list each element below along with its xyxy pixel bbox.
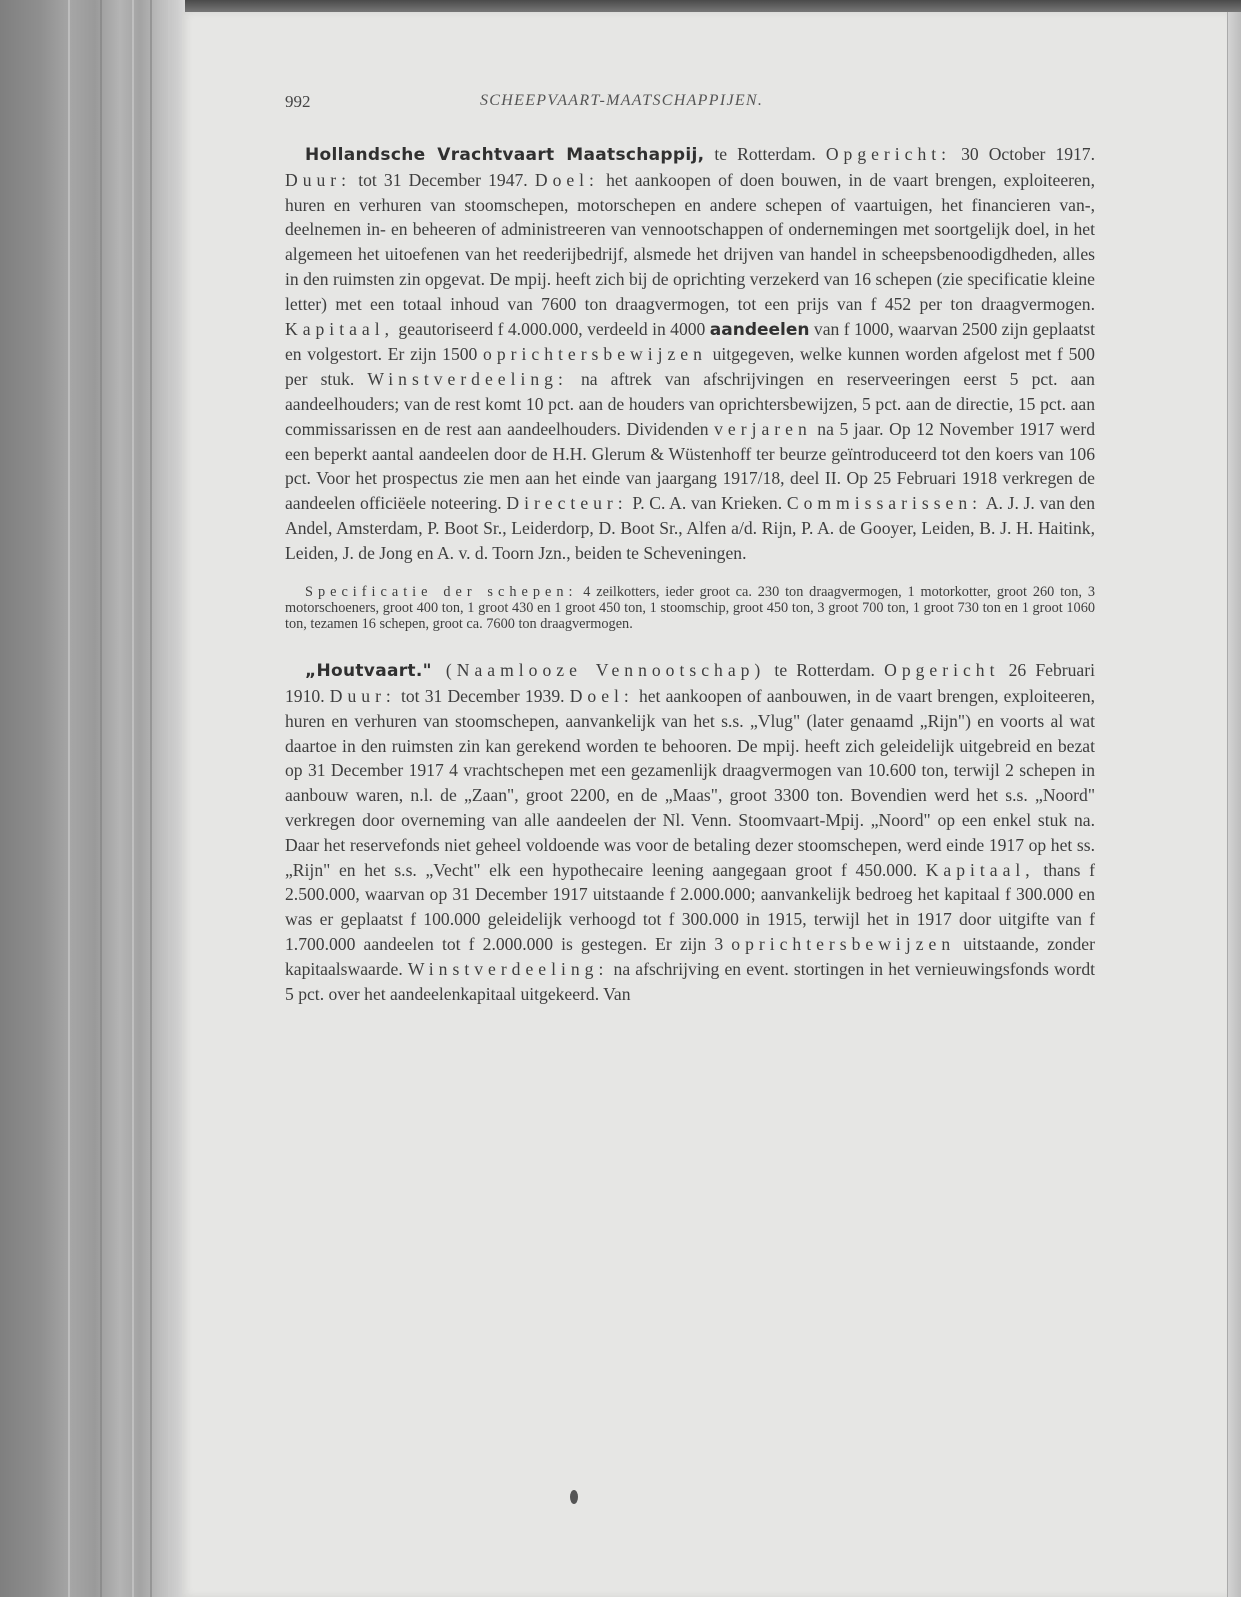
running-head (285, 92, 1095, 120)
field-label: Winstverdeeling: (367, 369, 568, 390)
field-label: Doel: (569, 685, 634, 706)
field-label: Winstverdeeling: (407, 958, 609, 979)
company-name: „Houtvaart." (305, 661, 432, 682)
page-number: 992 (285, 92, 311, 111)
field-label: verjaren (714, 418, 812, 439)
field-label: Doel: (534, 169, 599, 190)
bold-term: aandeelen (709, 319, 810, 340)
field-label: Directeur: (506, 493, 628, 514)
field-label: Duur: (285, 169, 352, 190)
field-label: oprichtersbewijzen (483, 344, 707, 365)
field-label: oprichtersbewijzen (731, 933, 956, 954)
book-page-edges (0, 0, 185, 1597)
company-name: Hollandsche Vrachtvaart Maatschappij, (305, 145, 705, 165)
field-label: Commissarissen: (786, 493, 983, 514)
page-content (285, 92, 1095, 1006)
field-label: Specificatie der schepen: (305, 583, 578, 600)
book-right-edge (1227, 12, 1241, 1597)
ship-specification: Specificatie der schepen: 4 zeilkotters, ieder groot ca. 230 ton draagvermogen, 1 motorkotter, groot 260 ton, 3 motorschoeners, groot 400 ton, 1 groot 430 en 1 groot 450 ton, 1 stoomschip, groot 450 ton, 3 groot 700 ton, 1 groot 730 ton en 1 groot 1060 ton, tezamen 16 schepen, groot ca. 7600 ton draagvermogen. (285, 583, 1095, 632)
ink-blot (570, 1490, 578, 1504)
company-form: (Naamlooze Vennootschap) (431, 660, 766, 681)
field-label: Kapitaal, (925, 859, 1035, 880)
field-label: Kapitaal, (285, 318, 394, 339)
field-label: Opgericht: (825, 144, 952, 164)
field-label: Duur: (329, 685, 396, 706)
entry-houtvaart: „Houtvaart." (Naamlooze Vennootschap) te Rotterdam. Opgericht 26 Februari 1910. Duur: tot 31 December 1939. Doel: het aankoopen of aanbouwen, in de vaart brengen, exploiteeren, huren en verhuren van stoomschepen, aanvankelijk van het s.s. „Vlug" (later genaamd „Rijn") en voorts al wat daartoe in den ruimsten zin kan gerekend worden te behooren. De mpij. heeft zich geleidelijk uitgebreid en bezat op 31 December 1917 4 vrachtschepen met een gezamenlijk draagvermogen van 10.600 ton, terwijl 2 schepen in aanbouw waren, n.l. de „Zaan", groot 2200, en de „Maas", groot 3300 ton. Bovendien werd het s.s. „Noord" verkregen door overneming van alle aandeelen der Nl. Venn. Stoomvaart-Mpij. „Noord" op een enkel stuk na. Daar het reservefonds niet geheel voldoende was voor de betaling dezer stoomschepen, werd einde 1917 op het ss. „Rijn" en het s.s. „Vecht" elk een hypothecaire leening aangegaan groot f 450.000. Kapitaal, thans f 2.500.000, waarvan op 31 December 1917 uitstaande f 2.000.000; aanvankelijk bedroeg het kapitaal f 300.000 en was er geplaatst f 100.000 geleidelijk verhoogd tot f 300.000 in 1915, terwijl het in 1917 door uitgifte van f 1.700.000 aandeelen tot f 2.000.000 is gestegen. Er zijn 3 oprichtersbewijzen uitstaande, zonder kapitaalswaarde. Winstverdeeling: na afschrijving en event. stortingen in het vernieuwingsfonds wordt 5 pct. over het aandeelenkapitaal uitgekeerd. Van (285, 660, 1096, 1004)
section-title: SCHEEPVAART-MAATSCHAPPIJEN. (480, 92, 764, 109)
field-label: Opgericht (884, 660, 1000, 681)
entry-hollandsche-vrachtvaart: Hollandsche Vrachtvaart Maatschappij, te Rotterdam. Opgericht: 30 October 1917. Duur: tot 31 December 1947. Doel: het aankoopen of doen bouwen, in de vaart brengen, exploiteeren, huren en verhuren van stoomschepen, motorschepen en andere schepen of vaartuigen, het financieren van-, deelnemen in- en beheeren of administreeren van vennootschappen of ondernemingen met soortgelijk doel, in het algemeen het uitoefenen van het reederijbedrijf, alsmede het drijven van handel in scheepsbenoodigdheden, alles in den ruimsten zin opgevat. De mpij. heeft zich bij de oprichting verzekerd van 16 schepen (zie specificatie kleine letter) met een totaal inhoud van 7600 ton draagvermogen, tot een prijs van f 452 per ton draagvermogen. Kapitaal, geautoriseerd f 4.000.000, verdeeld in 4000 aandeelen van f 1000, waarvan 2500 zijn geplaatst en volgestort. Er zijn 1500 oprichtersbewijzen uitgegeven, welke kunnen worden afgelost met f 500 per stuk. Winstverdeeling: na aftrek van afschrijvingen en reserveeringen eerst 5 pct. aan aandeelhouders; van de rest komt 10 pct. aan de houders van oprichtersbewijzen, 5 pct. aan de directie, 15 pct. aan commissarissen en de rest aan aandeelhouders. Dividenden verjaren na 5 jaar. Op 12 November 1917 werd een beperkt aantal aandeelen door de H.H. Glerum & Wüstenhoff ter beurze geïntroduceerd tot den koers van 106 pct. Voor het prospectus zie men aan het einde van jaargang 1917/18, deel II. Op 25 Februari 1918 verkregen de aandeelen officiëele noteering. Directeur: P. C. A. van Krieken. Commissarissen: A. J. J. van den Andel, Amsterdam, P. Boot Sr., Leiderdorp, D. Boot Sr., Alfen a/d. Rijn, P. A. de Gooyer, Leiden, B. J. H. Haitink, Leiden, J. de Jong en A. v. d. Toorn Jzn., beiden te Scheveningen. (285, 144, 1095, 563)
scan-top-edge (0, 0, 1241, 12)
